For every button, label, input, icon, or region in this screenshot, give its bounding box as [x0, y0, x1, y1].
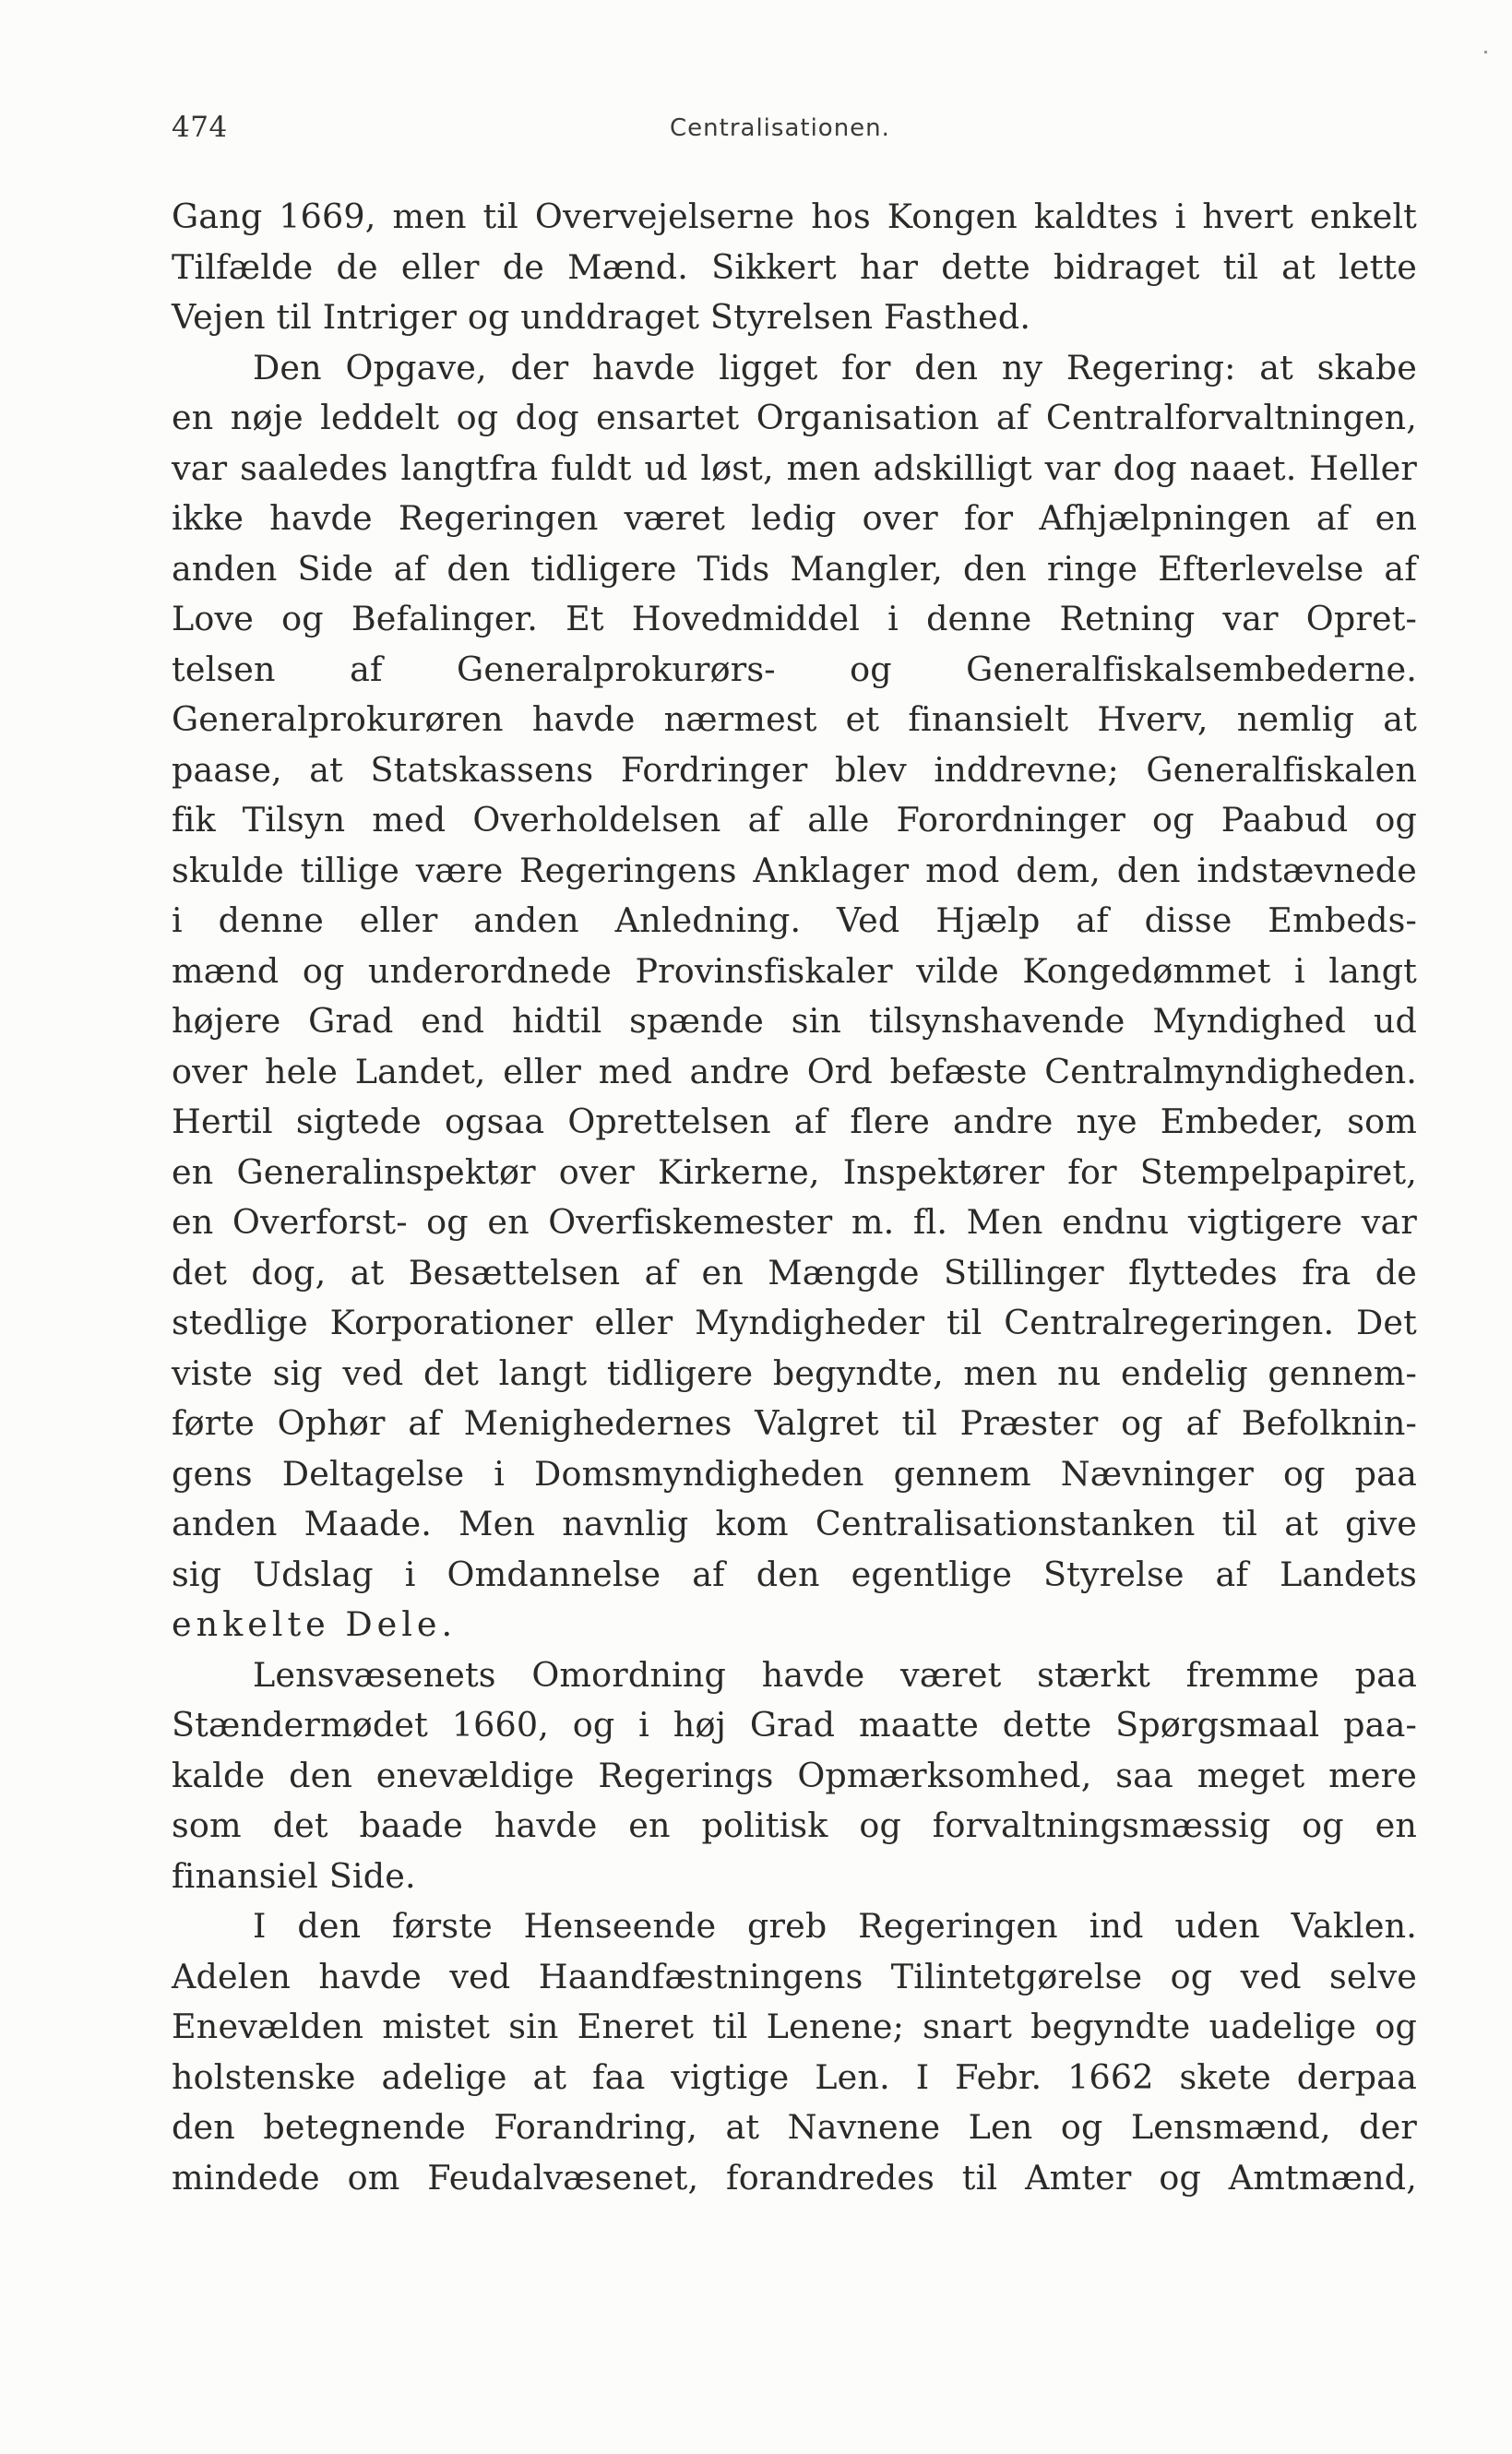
- text-line: en Overforst- og en Overfiskemester m. fl. Men endnu vigtigere var: [172, 1202, 1417, 1242]
- text-line: Love og Befalinger. Et Hovedmiddel i denne Retning var Opret-: [172, 599, 1417, 638]
- text-line: Lensvæsenets Omordning havde været stærkt fremme paa: [253, 1654, 1417, 1695]
- text-line: var saaledes langtfra fuldt ud løst, men adskilligt var dog naaet. Heller: [172, 447, 1417, 488]
- text-line: kalde den enevældige Regerings Opmærksomhed, saa meget mere: [172, 1755, 1417, 1795]
- text-line: det dog, at Besættelsen af en Mængde Stillinger flyttedes fra de: [172, 1252, 1417, 1293]
- text-line: mænd og underordnede Provinsfiskaler vilde Kongedømmet i langt: [172, 950, 1417, 991]
- text-line: over hele Landet, eller med andre Ord befæste Centralmyndigheden.: [172, 1051, 1417, 1091]
- text-line: enkelte Dele.: [172, 1604, 458, 1644]
- text-line: Gang 1669, men til Overvejelserne hos Kongen kaldtes i hvert enkelt: [172, 197, 1417, 236]
- text-line: Enevælden mistet sin Eneret til Lenene; snart begyndte uadelige og: [172, 2007, 1417, 2046]
- text-line: anden Side af den tidligere Tids Mangler, den ringe Efterlevelse af: [172, 548, 1417, 589]
- body-text: [172, 192, 1417, 2203]
- text-line: viste sig ved det langt tidligere begyndte, men nu endelig gennem-: [172, 1352, 1417, 1393]
- text-line: højere Grad end hidtil spænde sin tilsynshavende Myndighed ud: [172, 1001, 1417, 1041]
- text-line: holstenske adelige at faa vigtige Len. I Febr. 1662 skete derpaa: [172, 2056, 1417, 2097]
- text-line: en Generalinspektør over Kirkerne, Inspektører for Stempelpapiret,: [172, 1151, 1417, 1192]
- text-line: sig Udslag i Omdannelse af den egentlige Styrelse af Landets: [172, 1554, 1417, 1594]
- text-line: i denne eller anden Anledning. Ved Hjælp af disse Embeds-: [172, 900, 1417, 940]
- text-line: den betegnende Forandring, at Navnene Len og Lensmænd, der: [172, 2107, 1417, 2147]
- text-line: skulde tillige være Regeringens Anklager mod dem, den indstævnede: [172, 850, 1417, 890]
- page-number: 474: [172, 111, 228, 144]
- text-line: stedlige Korporationer eller Myndigheder til Centralregeringen. Det: [172, 1303, 1417, 1342]
- text-line: en nøje leddelt og dog ensartet Organisation af Centralforvaltningen,: [172, 398, 1417, 437]
- text-line: fik Tilsyn med Overholdelsen af alle Forordninger og Paabud og: [172, 800, 1417, 840]
- text-line: førte Ophør af Menighedernes Valgret til Præster og af Befolknin-: [172, 1403, 1417, 1443]
- text-line: paase, at Statskassens Fordringer blev inddrevne; Generalfiskalen: [172, 749, 1417, 790]
- text-line: Generalprokurøren havde nærmest et finansielt Hverv, nemlig at: [172, 699, 1417, 739]
- text-line: finansiel Side.: [172, 1855, 416, 1896]
- text-line: anden Maade. Men navnlig kom Centralisationstanken til at give: [172, 1504, 1417, 1543]
- page-header: [172, 111, 1417, 157]
- text-line: Hertil sigtede ogsaa Oprettelsen af flere andre nye Embeder, som: [172, 1102, 1417, 1141]
- text-line: mindede om Feudalvæsenet, forandredes til Amter og Amtmænd,: [172, 2157, 1417, 2198]
- text-line: Vejen til Intriger og unddraget Styrelsen Fasthed.: [172, 297, 1031, 337]
- text-line: telsen af Generalprokurørs- og Generalfiskalsembederne.: [172, 649, 1417, 689]
- text-line: I den første Henseende greb Regeringen ind uden Vaklen.: [253, 1906, 1417, 1946]
- text-line: Adelen havde ved Haandfæstningens Tilintetgørelse og ved selve: [172, 1956, 1417, 1996]
- scan-speck: [1484, 51, 1487, 54]
- text-line: Stændermødet 1660, og i høj Grad maatte dette Spørgsmaal paa-: [172, 1705, 1417, 1745]
- text-line: Den Opgave, der havde ligget for den ny Regering: at skabe: [253, 347, 1417, 387]
- text-line: som det baade havde en politisk og forvaltningsmæssig og en: [172, 1805, 1417, 1845]
- text-line: Tilfælde de eller de Mænd. Sikkert har dette bidraget til at lette: [172, 246, 1417, 287]
- text-line: gens Deltagelse i Domsmyndigheden gennem Nævninger og paa: [172, 1453, 1417, 1494]
- text-line: ikke havde Regeringen været ledig over for Afhjælpningen af en: [172, 498, 1417, 538]
- running-title: Centralisationen.: [670, 114, 890, 142]
